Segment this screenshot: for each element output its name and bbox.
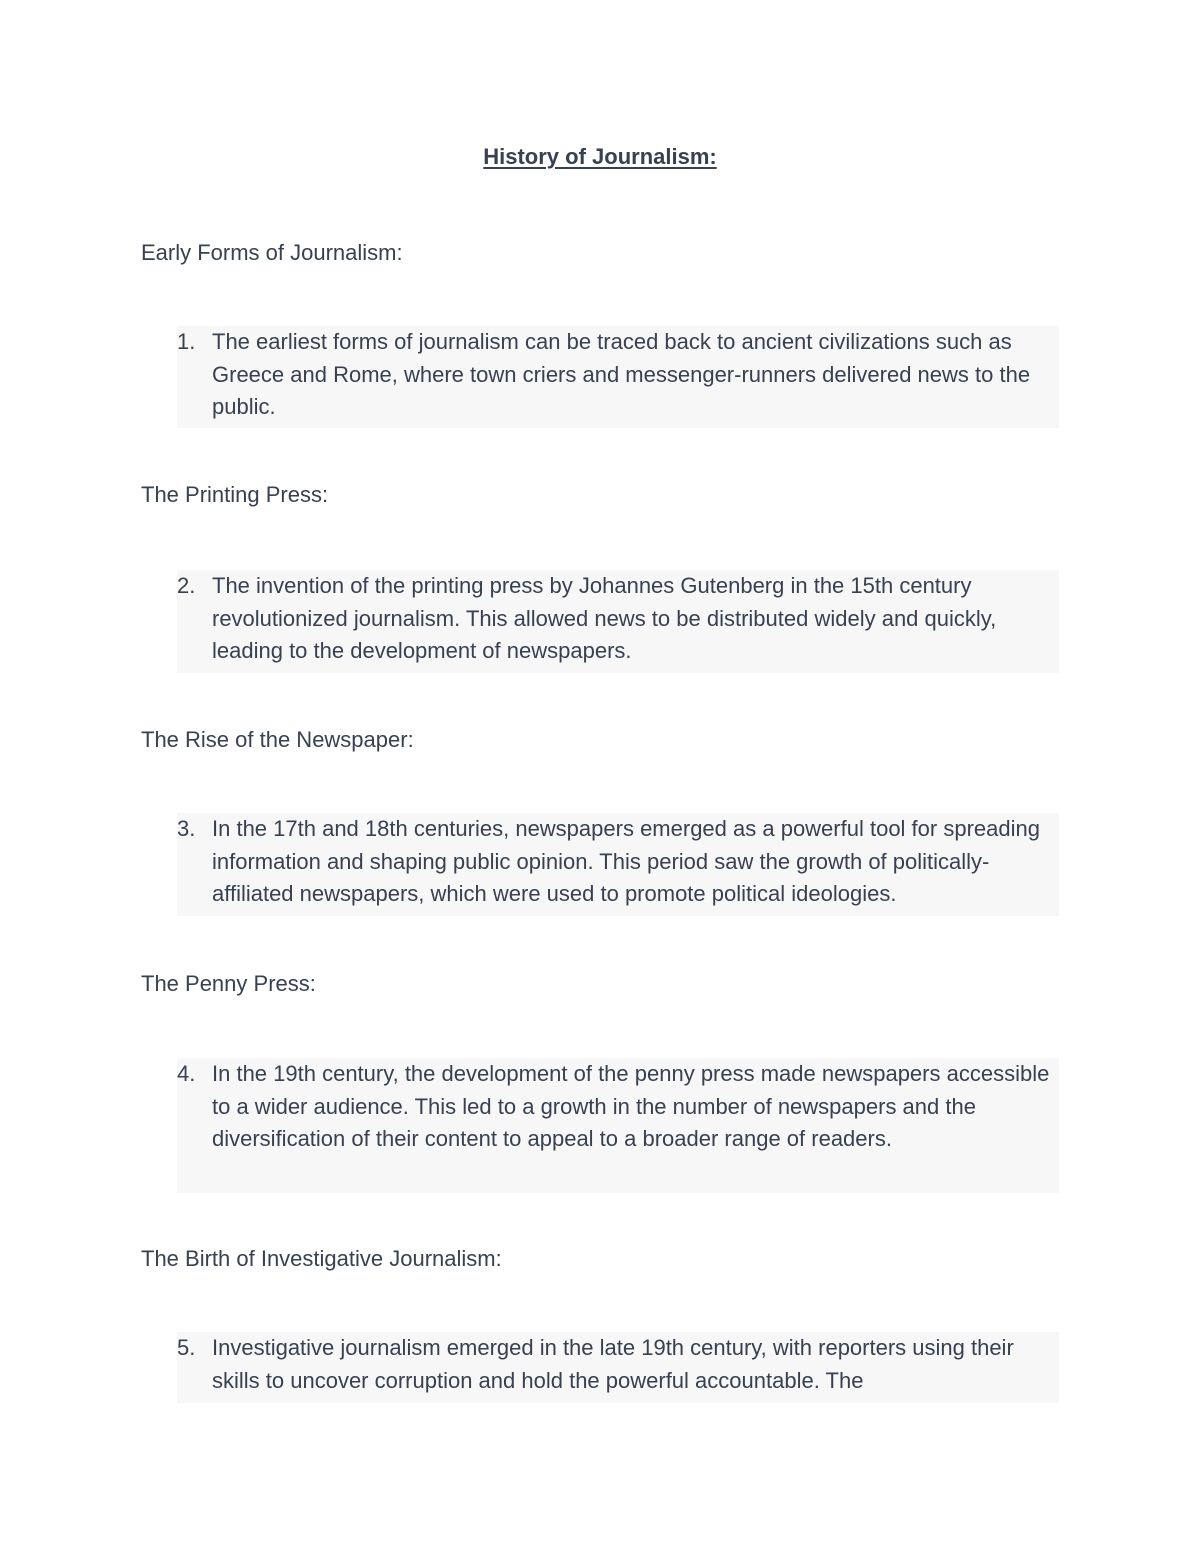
document-title: History of Journalism:: [483, 144, 717, 169]
list-item-text: In the 17th and 18th centuries, newspapers emerged as a powerful tool for spreading information and shaping public opinion. This period saw the growth of politically-affiliated newspapers, which were used to promote political ideologies.: [212, 816, 1040, 906]
list-item-4: [177, 1058, 1059, 1193]
list-item-1: [177, 326, 1059, 428]
list-item-text: Investigative journalism emerged in the late 19th century, with reporters using their skills to uncover corruption and hold the powerful accountable. The: [212, 1335, 1014, 1393]
list-item-3: [177, 813, 1059, 916]
section-heading-investigative-journalism: The Birth of Investigative Journalism:: [141, 1246, 502, 1271]
list-item-number: 1.: [177, 329, 196, 354]
section-heading-printing-press: The Printing Press:: [141, 482, 329, 507]
list-item-5: [177, 1332, 1059, 1403]
section-heading-rise-of-newspaper: The Rise of the Newspaper:: [141, 727, 414, 752]
list-item-text: The invention of the printing press by Johannes Gutenberg in the 15th century revolutionized journalism. This allowed news to be distributed widely and quickly, leading to the development of newspapers.: [212, 573, 997, 663]
list-item-number: 2.: [177, 573, 196, 598]
list-item-text: In the 19th century, the development of the penny press made newspapers accessible to a wider audience. This led to a growth in the number of newspapers and the diversification of their content to appeal to a broader range of readers.: [212, 1061, 1050, 1151]
list-item-number: 5.: [177, 1335, 196, 1360]
section-heading-early-forms: Early Forms of Journalism:: [141, 240, 403, 265]
list-item-number: 4.: [177, 1061, 196, 1086]
section-heading-penny-press: The Penny Press:: [141, 971, 316, 996]
list-item-number: 3.: [177, 816, 196, 841]
list-item-text: The earliest forms of journalism can be traced back to ancient civilizations such as Greece and Rome, where town criers and messenger-runners delivered news to the public.: [212, 329, 1031, 419]
list-item-2: [177, 570, 1059, 673]
